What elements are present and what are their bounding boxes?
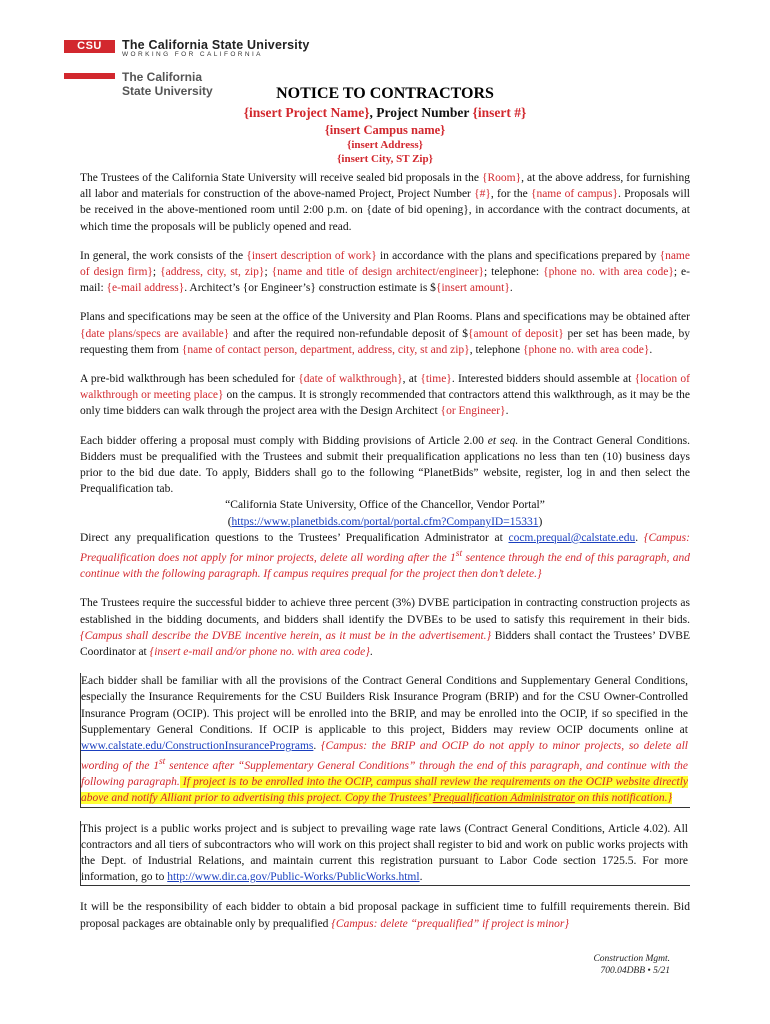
prequal-email-link[interactable]: cocm.prequal@calstate.edu — [508, 531, 636, 544]
time-placeholder: {time} — [420, 373, 452, 386]
text: and after the required non-refundable deposit of $ — [229, 327, 468, 340]
text: In general, the work consists of the — [80, 249, 247, 262]
csu-logo-tagline: WORKING FOR CALIFORNIA — [122, 51, 263, 58]
text: {Campus: Prequalification does not apply for minor projects, delete all wording after the 1 — [80, 531, 690, 564]
dir-public-works-link[interactable]: http://www.dir.ca.gov/Public-Works/PublicWorks.html — [167, 871, 420, 884]
paragraph-work — [80, 248, 690, 297]
amount-placeholder: {insert amount} — [435, 282, 510, 295]
deposit-placeholder: {amount of deposit} — [468, 327, 564, 340]
text: Each bidder shall be familiar with all the provisions of the Contract General Conditions and Supplementary General Conditions, especially the Insurance Requirements for the CSU Builders Risk Insurance Program (BRIP) and for the CSU Owner-Controlled Insurance Program (OCIP). This project will be enrolled into the BRIP, and may be enrolled into the OCIP, if so specified in the Supplementary General Conditions. If OCIP is applicable to this project, Bidders may review OCIP documents online at — [81, 675, 688, 736]
paragraph-insurance — [80, 673, 690, 807]
text: Plans and specifications may be seen at the office of the University and Plan Rooms. Plans and specifications may be obtained after — [80, 311, 690, 324]
text: st — [158, 756, 166, 768]
campus-note-dvbe: {Campus shall describe the DVBE incentive herein, as it must be in the advertisement.} — [80, 629, 492, 642]
address-placeholder: {address, city, st, zip} — [160, 266, 265, 279]
paragraph-walkthrough — [80, 371, 690, 420]
notice-body — [80, 170, 690, 945]
csu-logo-ghost-badge — [64, 73, 115, 79]
text: sentence after “Supplementary General Conditions” through the end of this paragraph, and continue with the following paragraph. — [81, 759, 688, 789]
phone-placeholder: {phone no. with area code} — [543, 266, 674, 279]
text: . — [635, 531, 639, 544]
prequal-admin-link[interactable]: Prequalification Administrator — [432, 792, 575, 805]
engineer-placeholder: {or Engineer} — [440, 405, 506, 418]
paragraph-prequalification — [80, 433, 690, 583]
text: sentence through the end of this paragraph, and continue with the following paragraph. If campus requires prequal for the project then don’t delete.} — [80, 551, 690, 581]
campus-note-minor: {Campus: delete “prequalified” if project is minor} — [331, 917, 570, 930]
document-footer — [560, 953, 670, 977]
phone-placeholder: {phone no. with area code} — [523, 343, 650, 356]
text: ( — [227, 515, 232, 528]
text: Direct any prequalification questions to the Trustees’ Prequalification Administrator at — [80, 531, 509, 544]
text: . — [649, 343, 653, 356]
text: ; — [264, 266, 272, 279]
text: ) — [538, 515, 543, 528]
text: et seq. — [487, 434, 519, 447]
text: in the Contract General Conditions. Bidders must be prequalified with the Trustees and submit their prequalification applications no less than ten (10) business days prior to the bid due date. To apply, Bidders shall go to the following “PlanetBids” website, register, log in and then select the Prequalification tab. — [80, 434, 691, 496]
text: , telephone — [469, 343, 524, 356]
vendor-portal-link-line — [80, 514, 690, 530]
csu-logo — [64, 38, 364, 98]
text: ; telephone: — [483, 266, 544, 279]
paragraph-proposal-package — [80, 899, 690, 931]
paragraph-bids — [80, 170, 690, 235]
text: in accordance with the plans and specifications prepared by — [376, 249, 660, 262]
text: , at — [402, 373, 421, 386]
paragraph-plans — [80, 309, 690, 358]
project-line — [80, 104, 690, 122]
date-placeholder: {date plans/specs are available} — [80, 327, 230, 340]
email-placeholder: {e-mail address} — [106, 282, 185, 295]
text: The Trustees require the successful bidder to achieve three percent (3%) DVBE participation in contracting construction projects as established in the bidding documents, and bidders shall identify the DVBEs to be used to satisfy this requirement in their bids. — [80, 597, 690, 626]
text: , at the above address, for furnishing all labor and materials for construction of the above-named Project, Project Number — [80, 172, 691, 201]
csu-logo-name: The California State University — [122, 38, 310, 52]
text: . — [509, 282, 513, 295]
text: . — [369, 645, 373, 658]
text: st — [455, 548, 463, 560]
csu-logo-badge: CSU — [64, 40, 115, 53]
work-description-placeholder: {insert description of work} — [246, 249, 377, 262]
text: ; e-mail: — [80, 266, 690, 295]
text: . Architect’s {or Engineer’s} construction estimate is $ — [184, 282, 436, 295]
notice-heading — [80, 84, 690, 166]
room-placeholder: {Room} — [481, 172, 522, 184]
project-number-placeholder: {insert #} — [472, 105, 527, 120]
text: This project is a public works project and is subject to prevailing wage rate laws (Contract General Conditions, Article 4.02). All contractors and all tiers of subcontractors who will work on this project shall register to bid and work on public works projects with the Dept. of Industrial Relations, and maintain current this registration pursuant to Labor Code section 1725.5. For more information, go to — [81, 822, 688, 884]
footer-department: Construction Mgmt. — [593, 954, 670, 964]
text: Bidders shall contact the Trustees’ DVBE Coordinator at — [80, 629, 690, 658]
csu-logo-ghost-name: The California State University — [122, 70, 213, 98]
campus-name-placeholder: {insert Campus name} — [324, 123, 446, 137]
planetbids-link[interactable]: https://www.planetbids.com/portal/portal.cfm?CompanyID=15331 — [231, 515, 539, 528]
text: If project is to be enrolled into the OCIP, campus shall review the requirements on the OCIP website directly above and notify Alliant prior to advertising this project. Copy the Trustees’ — [81, 776, 688, 805]
project-name-placeholder: {insert Project Name} — [243, 105, 370, 120]
date-placeholder: {date of walkthrough} — [298, 373, 403, 386]
insurance-programs-link[interactable]: www.calstate.edu/ConstructionInsurancePrograms — [81, 739, 314, 752]
campus-placeholder: {name of campus} — [530, 188, 619, 201]
text: It will be the responsibility of each bidder to obtain a bid proposal package in sufficient time to fulfill requirements therein. Bid proposal packages are obtainable only by prequalified — [80, 901, 690, 930]
city-placeholder: {insert City, ST Zip} — [337, 153, 433, 165]
contact-placeholder: {name of contact person, department, address, city, st and zip} — [181, 343, 470, 356]
architect-placeholder: {name and title of design architect/engineer} — [271, 266, 484, 279]
paragraph-public-works — [80, 821, 690, 887]
footer-form-number: 700.04DBB • 5/21 — [600, 966, 670, 976]
location-placeholder: {location of walkthrough or meeting place} — [80, 373, 690, 402]
text: per set has been made, by requesting them from — [80, 327, 690, 356]
vendor-portal-name: “California State University, Office of the Chancellor, Vendor Portal” — [225, 499, 545, 512]
text: A pre-bid walkthrough has been scheduled for — [80, 373, 299, 386]
text: . — [419, 871, 423, 884]
paragraph-dvbe — [80, 595, 690, 660]
text: . — [313, 739, 321, 752]
text: ; — [152, 266, 161, 279]
text: on this notification.} — [574, 792, 673, 805]
text: . Interested bidders should assemble at — [451, 373, 635, 386]
text: . Proposals will be received in the above-mentioned room until 2:00 p.m. on {date of bid opening}, in accordance with the contract documents, at which time the proposals will be publicly opened and read. — [80, 188, 690, 233]
text: on the campus. It is strongly recommended that contractors attend this walkthrough, as it may be the only time bidders can walk through the project area with the Design Architect — [80, 389, 690, 418]
page-title: NOTICE TO CONTRACTORS — [276, 85, 494, 102]
text: {Campus: the BRIP and OCIP do not apply to minor projects, so delete all wording of the 1 — [81, 739, 689, 772]
project-number-label: , Project Number — [369, 105, 473, 120]
dvbe-contact-placeholder: {insert e-mail and/or phone no. with area code} — [149, 645, 370, 658]
address-placeholder: {insert Address} — [346, 139, 423, 151]
text: , for the — [490, 188, 531, 201]
project-number-placeholder: {#} — [474, 188, 491, 201]
text: . — [505, 405, 509, 418]
design-firm-placeholder: {name of design firm} — [80, 249, 690, 279]
text: The Trustees of the California State University will receive sealed bid proposals in the — [80, 172, 482, 184]
text: Each bidder offering a proposal must comply with Bidding provisions of Article 2.00 — [80, 434, 488, 447]
